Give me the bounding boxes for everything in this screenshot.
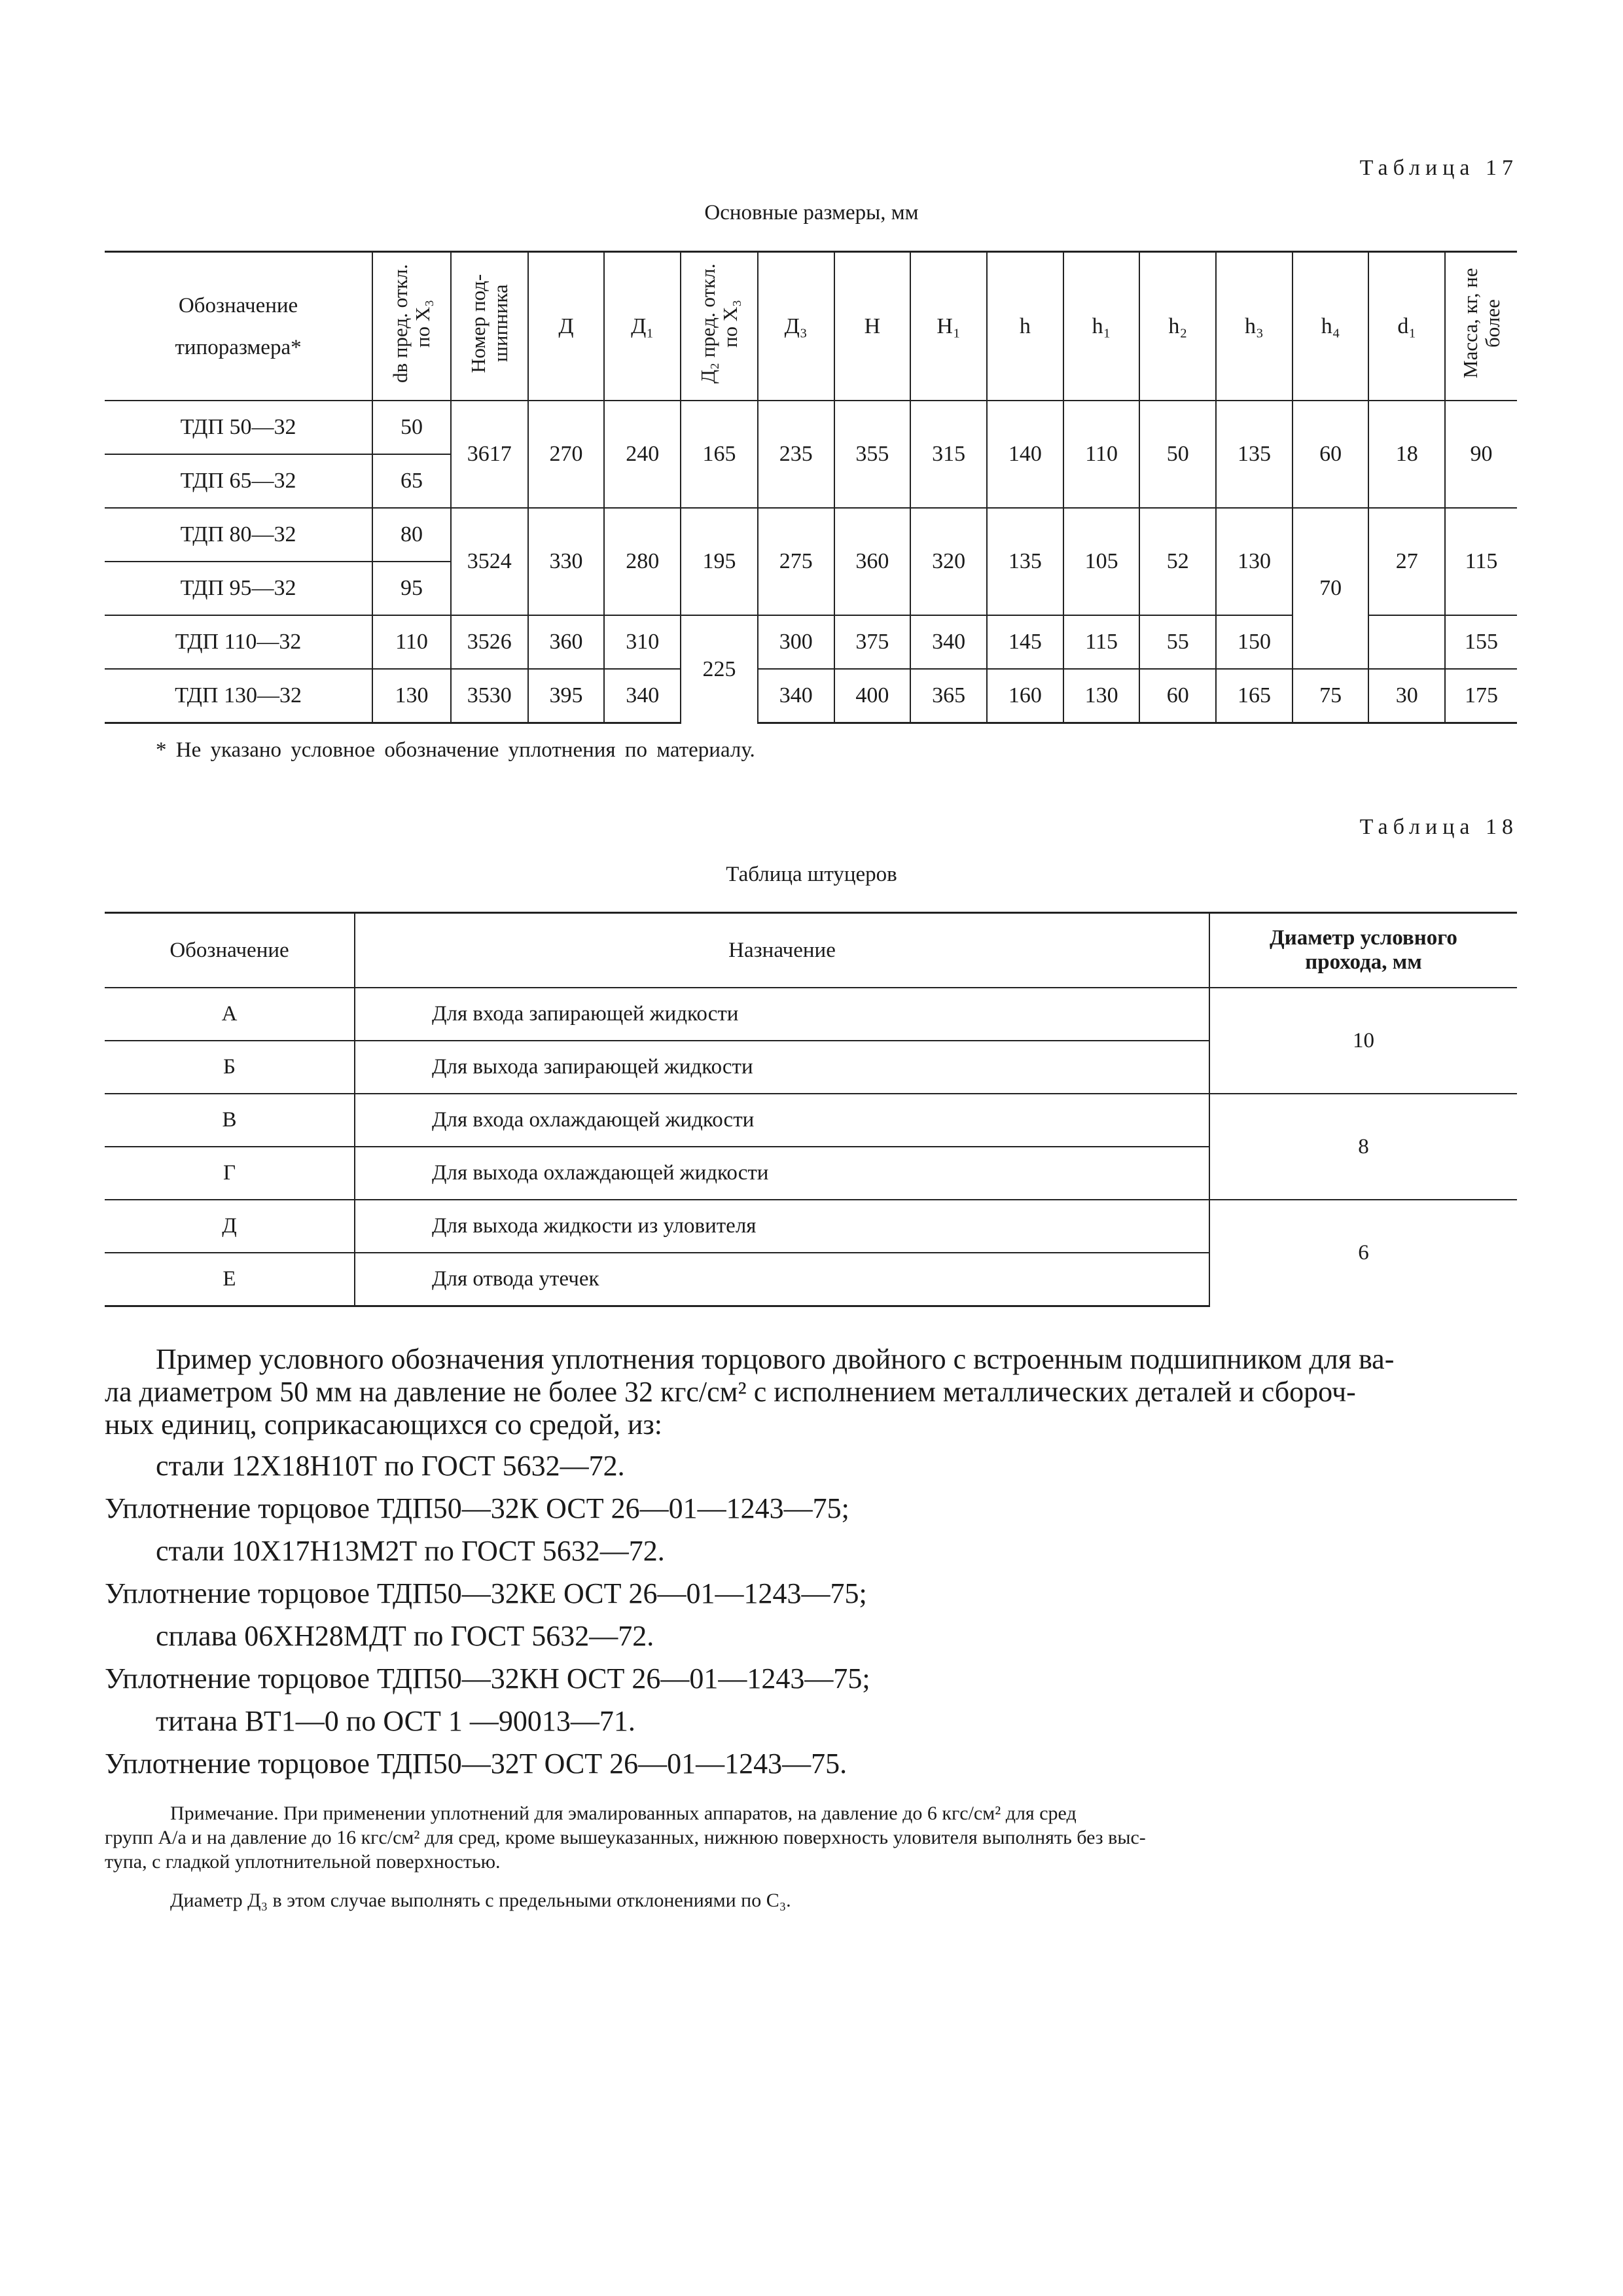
cell-D: 270	[528, 401, 605, 508]
col-D3: Д₃	[758, 252, 834, 401]
cell-db: 80	[372, 508, 451, 562]
table-row	[105, 508, 1517, 562]
cell-d1: 30	[1368, 669, 1445, 723]
table-row	[105, 669, 1517, 723]
cell-purpose: Для выхода жидкости из уловителя	[355, 1200, 1209, 1253]
col-h2: h₂	[1139, 252, 1216, 401]
table-17	[105, 251, 1517, 724]
cell-h1: 115	[1063, 615, 1140, 669]
table-17-label: Таблица 17	[1359, 156, 1518, 180]
cell-mass: 155	[1445, 615, 1517, 669]
example-material-4: титана ВТ1—0 по ОСТ 1 —90013—71.	[156, 1705, 635, 1737]
example-designation-3: Уплотнение торцовое ТДП50—32КН ОСТ 26—01—1243—75;	[105, 1662, 870, 1695]
cell-code: Е	[105, 1253, 355, 1306]
col-h3: h₃	[1216, 252, 1293, 401]
table-18-label: Таблица 18	[1359, 815, 1518, 839]
col-designation-line2: типоразмера*	[175, 335, 302, 359]
cell-h2: 55	[1139, 615, 1216, 669]
cell-D3: 235	[758, 401, 834, 508]
cell-h3: 150	[1216, 615, 1293, 669]
table-18	[105, 912, 1517, 1307]
cell-h2: 50	[1139, 401, 1216, 508]
cell-d1: 18	[1368, 401, 1445, 508]
table-row	[105, 1094, 1517, 1147]
cell-H1: 320	[910, 508, 987, 615]
cell-d1	[1368, 615, 1445, 669]
cell-code: Б	[105, 1041, 355, 1094]
cell-code: В	[105, 1094, 355, 1147]
table-row	[105, 401, 1517, 454]
col-bearing	[451, 252, 528, 401]
cell-h2: 60	[1139, 669, 1216, 723]
cell-D: 360	[528, 615, 605, 669]
cell-mass: 90	[1445, 401, 1517, 508]
table-18-header-row	[105, 913, 1517, 988]
cell-h2: 52	[1139, 508, 1216, 615]
table-row	[105, 1200, 1517, 1253]
example-line-1: Пример условного обозначения уплотнения торцового двойного с встроенным подшипником для ва-	[156, 1343, 1395, 1375]
cell-h: 160	[987, 669, 1063, 723]
cell-diameter: 8	[1209, 1094, 1517, 1200]
example-material-1: стали 12Х18Н10Т по ГОСТ 5632—72.	[156, 1450, 625, 1482]
cell-h: 135	[987, 508, 1063, 615]
table-17-footnote: * Не указано условное обозначение уплотнения по материалу.	[156, 738, 755, 762]
cell-H: 355	[834, 401, 911, 508]
cell-h1: 130	[1063, 669, 1140, 723]
cell-D3: 300	[758, 615, 834, 669]
cell-H: 360	[834, 508, 911, 615]
example-material-3: сплава 06ХН28МДТ по ГОСТ 5632—72.	[156, 1620, 654, 1652]
col-h1: h₁	[1063, 252, 1140, 401]
note-line-3: тупа, с гладкой уплотнительной поверхностью.	[105, 1851, 501, 1873]
note-line-4: Диаметр Д₃ в этом случае выполнять с предельными отклонениями по С₃.	[170, 1890, 791, 1911]
cell-bearing: 3530	[451, 669, 528, 723]
col-H: H	[834, 252, 911, 401]
col-bearing-label: Номер под- шипника	[466, 274, 512, 373]
example-line-2: ла диаметром 50 мм на давление не более 32 кгс/см² с исполнением металлических деталей и сбороч-	[105, 1376, 1356, 1408]
cell-designation: ТДП 130—32	[105, 669, 372, 723]
cell-D3: 275	[758, 508, 834, 615]
cell-designation: ТДП 110—32	[105, 615, 372, 669]
col-h: h	[987, 252, 1063, 401]
cell-H1: 315	[910, 401, 987, 508]
cell-mass: 175	[1445, 669, 1517, 723]
cell-h4: 70	[1293, 508, 1369, 669]
cell-db: 110	[372, 615, 451, 669]
table-17-header-row	[105, 252, 1517, 401]
cell-code: Г	[105, 1147, 355, 1200]
cell-H1: 340	[910, 615, 987, 669]
col-H1: H₁	[910, 252, 987, 401]
cell-h1: 105	[1063, 508, 1140, 615]
cell-db: 95	[372, 562, 451, 615]
cell-code: Д	[105, 1200, 355, 1253]
cell-diameter: 6	[1209, 1200, 1517, 1306]
cell-h3: 130	[1216, 508, 1293, 615]
cell-designation: ТДП 65—32	[105, 454, 372, 508]
col-D2	[681, 252, 758, 401]
cell-D: 330	[528, 508, 605, 615]
cell-db: 65	[372, 454, 451, 508]
col-mass	[1445, 252, 1517, 401]
cell-D1: 340	[604, 669, 681, 723]
cell-D: 395	[528, 669, 605, 723]
cell-h: 140	[987, 401, 1063, 508]
cell-purpose: Для входа запирающей жидкости	[355, 988, 1209, 1041]
cell-designation: ТДП 80—32	[105, 508, 372, 562]
example-designation-2: Уплотнение торцовое ТДП50—32КЕ ОСТ 26—01—1243—75;	[105, 1577, 867, 1609]
example-designation-1: Уплотнение торцовое ТДП50—32К ОСТ 26—01—1243—75;	[105, 1492, 849, 1524]
cell-h1: 110	[1063, 401, 1140, 508]
cell-H: 400	[834, 669, 911, 723]
cell-D2: 165	[681, 401, 758, 508]
table-row	[105, 988, 1517, 1041]
cell-bearing: 3526	[451, 615, 528, 669]
example-designation-4: Уплотнение торцовое ТДП50—32Т ОСТ 26—01—1243—75.	[105, 1748, 847, 1780]
cell-D1: 240	[604, 401, 681, 508]
col-designation: Обозначение	[105, 913, 355, 988]
col-h4: h₄	[1293, 252, 1369, 401]
cell-designation: ТДП 95—32	[105, 562, 372, 615]
cell-purpose: Для входа охлаждающей жидкости	[355, 1094, 1209, 1147]
cell-h4: 75	[1293, 669, 1369, 723]
cell-D3: 340	[758, 669, 834, 723]
cell-H1: 365	[910, 669, 987, 723]
cell-H: 375	[834, 615, 911, 669]
cell-bearing: 3524	[451, 508, 528, 615]
cell-bearing: 3617	[451, 401, 528, 508]
example-material-2: стали 10Х17Н13М2Т по ГОСТ 5632—72.	[156, 1535, 665, 1567]
cell-h: 145	[987, 615, 1063, 669]
col-d1: d₁	[1368, 252, 1445, 401]
col-db	[372, 252, 451, 401]
cell-d1: 27	[1368, 508, 1445, 615]
col-D2-label: Д₂ пред. откл. по X₃	[696, 263, 741, 384]
note-line-2: групп А/а и на давление до 16 кгс/см² для сред, кроме вышеуказанных, нижнюю поверхность уловителя выполнять без выс-	[105, 1827, 1146, 1848]
cell-D2: 195	[681, 508, 758, 615]
col-mass-label: Масса, кг, не более	[1458, 268, 1504, 379]
cell-code: А	[105, 988, 355, 1041]
table-18-caption: Таблица штуцеров	[726, 863, 897, 886]
cell-diameter: 10	[1209, 988, 1517, 1094]
cell-purpose: Для выхода охлаждающей жидкости	[355, 1147, 1209, 1200]
example-line-3: ных единиц, соприкасающихся со средой, из:	[105, 1408, 662, 1441]
col-designation	[105, 252, 372, 401]
col-D1: Д₁	[604, 252, 681, 401]
cell-mass: 115	[1445, 508, 1517, 615]
col-db-label: dв пред. откл. по X₃	[388, 264, 434, 383]
cell-h3: 165	[1216, 669, 1293, 723]
cell-designation: ТДП 50—32	[105, 401, 372, 454]
cell-db: 50	[372, 401, 451, 454]
table-17-caption: Основные размеры, мм	[704, 201, 919, 224]
cell-h4: 60	[1293, 401, 1369, 508]
col-diameter: Диаметр условного прохода, мм	[1209, 913, 1517, 988]
cell-D1: 280	[604, 508, 681, 615]
cell-h3: 135	[1216, 401, 1293, 508]
cell-db: 130	[372, 669, 451, 723]
col-designation-line1: Обозначение	[178, 293, 298, 317]
note-line-1: Примечание. При применении уплотнений для эмалированных аппаратов, на давление до 6 кгс/см² для сред	[170, 1803, 1077, 1824]
cell-D2: 225	[681, 615, 758, 723]
cell-D1: 310	[604, 615, 681, 669]
cell-purpose: Для отвода утечек	[355, 1253, 1209, 1306]
col-D: Д	[528, 252, 605, 401]
cell-purpose: Для выхода запирающей жидкости	[355, 1041, 1209, 1094]
col-purpose: Назначение	[355, 913, 1209, 988]
